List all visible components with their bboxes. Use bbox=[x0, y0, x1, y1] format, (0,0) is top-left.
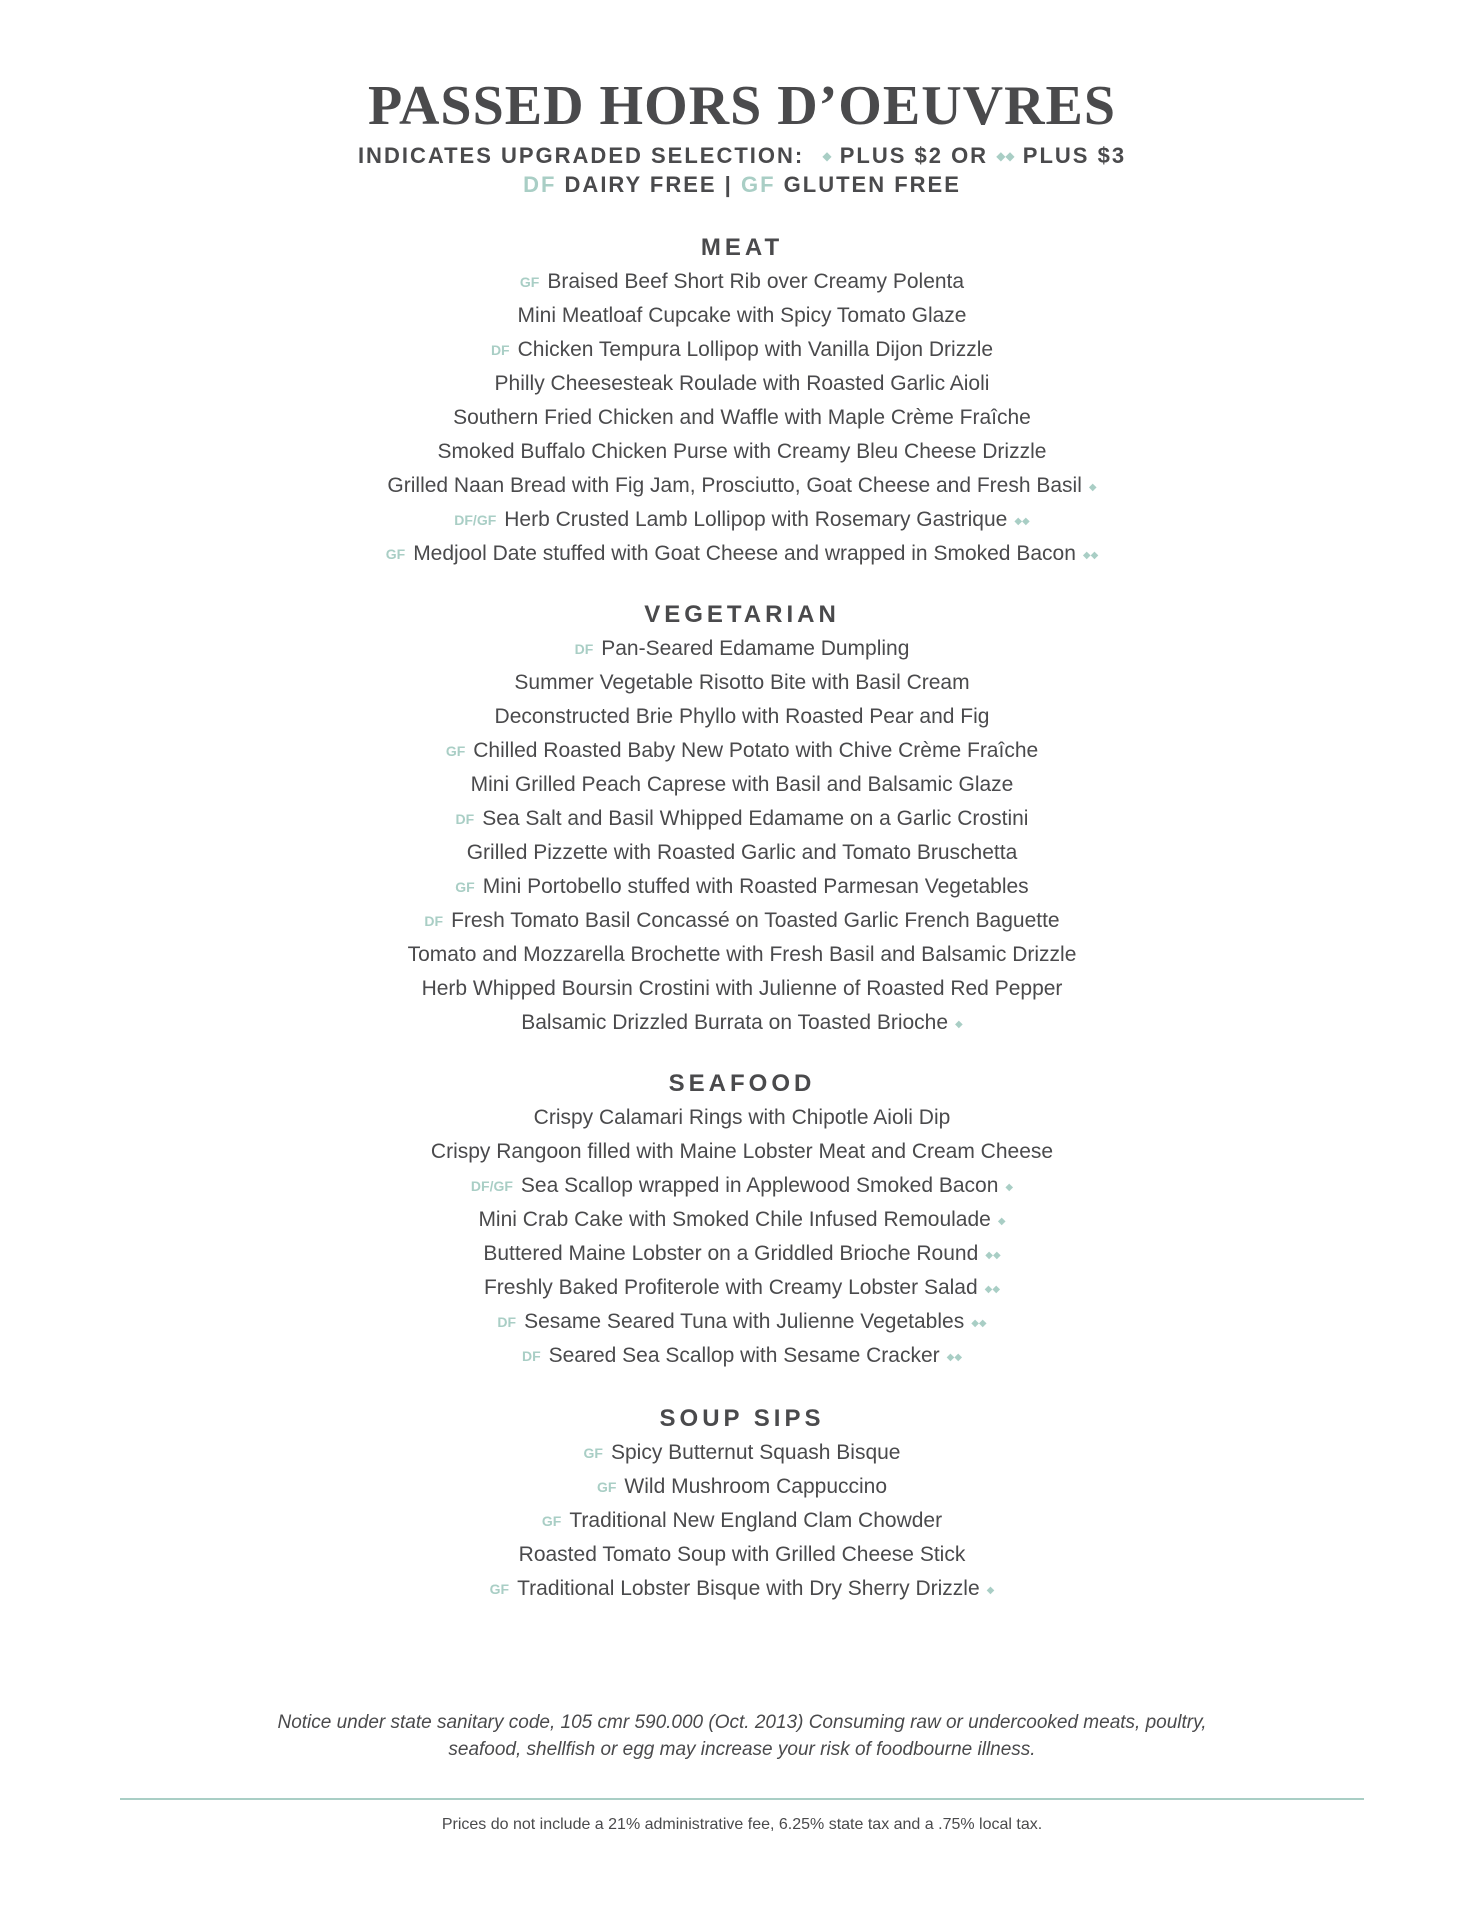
item-name: Roasted Tomato Soup with Grilled Cheese Stick bbox=[518, 1543, 966, 1566]
one-diamond-icon: ◆ bbox=[822, 149, 832, 163]
menu-item bbox=[0, 1169, 1484, 1203]
section-vegetarian bbox=[0, 598, 1484, 1040]
notice-line: seafood, shellfish or egg may increase your risk of foodbourne illness. bbox=[448, 1739, 1036, 1760]
menu-item bbox=[0, 333, 1484, 367]
upgrade-diamond-icon: ◆◆ bbox=[984, 1284, 1001, 1295]
diet-tag: GF bbox=[541, 1513, 562, 1529]
diet-tag: DF/GF bbox=[454, 512, 497, 528]
diet-tag: DF bbox=[521, 1348, 541, 1364]
diet-legend bbox=[0, 171, 1484, 199]
menu-item bbox=[0, 1470, 1484, 1504]
section-title: VEGETARIAN bbox=[644, 601, 840, 628]
upgrade-diamond-icon: ◆ bbox=[955, 1019, 963, 1030]
upgrade-diamond-icon: ◆◆ bbox=[971, 1318, 987, 1329]
df-label: DAIRY FREE | bbox=[564, 172, 733, 197]
item-name: Seared Sea Scallop with Sesame Cracker bbox=[548, 1344, 940, 1367]
gf-label: GLUTEN FREE bbox=[783, 172, 961, 197]
item-name: Crispy Rangoon filled with Maine Lobster Meat and Cream Cheese bbox=[430, 1140, 1054, 1163]
item-name: Mini Meatloaf Cupcake with Spicy Tomato Glaze bbox=[517, 304, 967, 327]
menu-item bbox=[0, 734, 1484, 768]
item-name: Chilled Roasted Baby New Potato with Chive Crème Fraîche bbox=[473, 739, 1039, 762]
item-name: Sesame Seared Tuna with Julienne Vegetables bbox=[524, 1310, 965, 1333]
section-title: MEAT bbox=[700, 234, 784, 261]
diet-tag: DF bbox=[490, 342, 510, 358]
item-name: Summer Vegetable Risotto Bite with Basil Cream bbox=[514, 671, 970, 694]
menu-item bbox=[0, 265, 1484, 299]
item-name: Grilled Naan Bread with Fig Jam, Prosciutto, Goat Cheese and Fresh Basil bbox=[387, 474, 1082, 497]
plus-three-label: PLUS $3 bbox=[1022, 143, 1127, 168]
item-name: Traditional New England Clam Chowder bbox=[569, 1509, 943, 1532]
menu-item bbox=[0, 367, 1484, 401]
price-footnote: Prices do not include a 21% administrative fee, 6.25% state tax and a .75% local tax. bbox=[441, 1816, 1043, 1833]
sanitary-notice bbox=[0, 1709, 1484, 1763]
menu-item bbox=[0, 1572, 1484, 1606]
menu-item bbox=[0, 401, 1484, 435]
diet-tag: DF bbox=[574, 641, 594, 657]
upgrade-diamond-icon: ◆◆ bbox=[1014, 516, 1030, 527]
item-name: Mini Grilled Peach Caprese with Basil and Balsamic Glaze bbox=[470, 773, 1014, 796]
menu-item bbox=[0, 1538, 1484, 1572]
diet-tag: GF bbox=[489, 1581, 510, 1597]
menu-item bbox=[0, 435, 1484, 469]
item-name: Deconstructed Brie Phyllo with Roasted Pear and Fig bbox=[494, 705, 990, 728]
menu-item bbox=[0, 1006, 1484, 1040]
item-name: Braised Beef Short Rib over Creamy Polenta bbox=[547, 270, 965, 293]
item-name: Wild Mushroom Cappuccino bbox=[624, 1475, 888, 1498]
section-seafood bbox=[0, 1067, 1484, 1373]
item-name: Spicy Butternut Squash Bisque bbox=[610, 1441, 901, 1464]
upgrade-diamond-icon: ◆ bbox=[1005, 1182, 1014, 1193]
diet-tag: DF bbox=[455, 811, 475, 827]
diet-tag: DF bbox=[424, 913, 444, 929]
menu-item bbox=[0, 768, 1484, 802]
upgrade-diamond-icon: ◆ bbox=[1088, 482, 1097, 493]
section-meat bbox=[0, 231, 1484, 571]
item-name: Freshly Baked Profiterole with Creamy Lobster Salad bbox=[483, 1276, 978, 1299]
item-name: Chicken Tempura Lollipop with Vanilla Dijon Drizzle bbox=[517, 338, 994, 361]
menu-item bbox=[0, 1101, 1484, 1135]
diet-tag: GF bbox=[596, 1479, 617, 1495]
item-list bbox=[0, 632, 1484, 1040]
menu-item bbox=[0, 503, 1484, 537]
menu-item bbox=[0, 1271, 1484, 1305]
upgrade-diamond-icon: ◆◆ bbox=[985, 1250, 1001, 1261]
diet-tag: GF bbox=[445, 743, 466, 759]
diet-tag: GF bbox=[455, 879, 475, 895]
menu-item bbox=[0, 938, 1484, 972]
page-title: PASSED HORS D’OEUVRES bbox=[367, 75, 1117, 137]
menu-item bbox=[0, 904, 1484, 938]
menu-item bbox=[0, 700, 1484, 734]
item-name: Grilled Pizzette with Roasted Garlic and Tomato Bruschetta bbox=[466, 841, 1018, 864]
diet-tag: GF bbox=[583, 1445, 603, 1461]
section-soup-sips bbox=[0, 1402, 1484, 1606]
item-name: Tomato and Mozzarella Brochette with Fresh Basil and Balsamic Drizzle bbox=[407, 943, 1077, 966]
item-name: Medjool Date stuffed with Goat Cheese and wrapped in Smoked Bacon bbox=[413, 542, 1076, 565]
menu-item bbox=[0, 802, 1484, 836]
item-name: Pan-Seared Edamame Dumpling bbox=[601, 637, 910, 660]
menu-item bbox=[0, 972, 1484, 1006]
item-name: Herb Crusted Lamb Lollipop with Rosemary Gastrique bbox=[504, 508, 1008, 531]
upgrade-diamond-icon: ◆◆ bbox=[946, 1352, 963, 1363]
menu-item bbox=[0, 1135, 1484, 1169]
upgrade-legend bbox=[0, 142, 1484, 170]
notice-line: Notice under state sanitary code, 105 cmr 590.000 (Oct. 2013) Consuming raw or undercooked meats, poultry, bbox=[277, 1712, 1207, 1733]
item-name: Mini Crab Cake with Smoked Chile Infused Remoulade bbox=[478, 1208, 991, 1231]
item-name: Buttered Maine Lobster on a Griddled Brioche Round bbox=[483, 1242, 979, 1265]
menu-item bbox=[0, 666, 1484, 700]
plus-two-label: PLUS $2 OR bbox=[839, 143, 989, 168]
item-name: Sea Salt and Basil Whipped Edamame on a Garlic Crostini bbox=[482, 807, 1029, 830]
item-name: Balsamic Drizzled Burrata on Toasted Brioche bbox=[521, 1011, 949, 1034]
menu-item bbox=[0, 1436, 1484, 1470]
upgrade-diamond-icon: ◆◆ bbox=[1082, 550, 1099, 561]
menu-item bbox=[0, 1237, 1484, 1271]
menu-item bbox=[0, 1339, 1484, 1373]
df-code: DF bbox=[523, 172, 557, 197]
item-name: Fresh Tomato Basil Concassé on Toasted Garlic French Baguette bbox=[451, 909, 1060, 932]
upgrade-diamond-icon: ◆ bbox=[986, 1585, 995, 1596]
menu-item bbox=[0, 469, 1484, 503]
gf-code: GF bbox=[740, 172, 776, 197]
item-name: Southern Fried Chicken and Waffle with Maple Crème Fraîche bbox=[453, 406, 1031, 429]
menu-item bbox=[0, 1203, 1484, 1237]
diet-tag: DF/GF bbox=[470, 1178, 513, 1194]
diet-tag: GF bbox=[385, 546, 406, 562]
upgrade-diamond-icon: ◆ bbox=[997, 1216, 1006, 1227]
item-name: Traditional Lobster Bisque with Dry Sherry Drizzle bbox=[517, 1577, 980, 1600]
item-name: Smoked Buffalo Chicken Purse with Creamy Bleu Cheese Drizzle bbox=[437, 440, 1047, 463]
upgrade-label: INDICATES UPGRADED SELECTION: bbox=[357, 143, 805, 168]
item-name: Herb Whipped Boursin Crostini with Julienne of Roasted Red Pepper bbox=[421, 977, 1063, 1000]
item-name: Sea Scallop wrapped in Applewood Smoked Bacon bbox=[520, 1174, 999, 1197]
menu-item bbox=[0, 836, 1484, 870]
diet-tag: GF bbox=[519, 274, 540, 290]
menu-item bbox=[0, 1504, 1484, 1538]
item-list bbox=[0, 265, 1484, 571]
menu-item bbox=[0, 632, 1484, 666]
menu-item bbox=[0, 870, 1484, 904]
menu-item bbox=[0, 1305, 1484, 1339]
item-name: Philly Cheesesteak Roulade with Roasted Garlic Aioli bbox=[494, 372, 990, 395]
menu-item bbox=[0, 299, 1484, 333]
item-list bbox=[0, 1436, 1484, 1606]
section-title: SOUP SIPS bbox=[659, 1405, 825, 1432]
section-title: SEAFOOD bbox=[668, 1070, 816, 1097]
menu-item bbox=[0, 537, 1484, 571]
item-name: Crispy Calamari Rings with Chipotle Aioli Dip bbox=[533, 1106, 951, 1129]
diet-tag: DF bbox=[497, 1314, 517, 1330]
item-list bbox=[0, 1101, 1484, 1373]
two-diamond-icon: ◆◆ bbox=[996, 149, 1015, 163]
divider bbox=[120, 1798, 1364, 1800]
item-name: Mini Portobello stuffed with Roasted Parmesan Vegetables bbox=[482, 875, 1029, 898]
